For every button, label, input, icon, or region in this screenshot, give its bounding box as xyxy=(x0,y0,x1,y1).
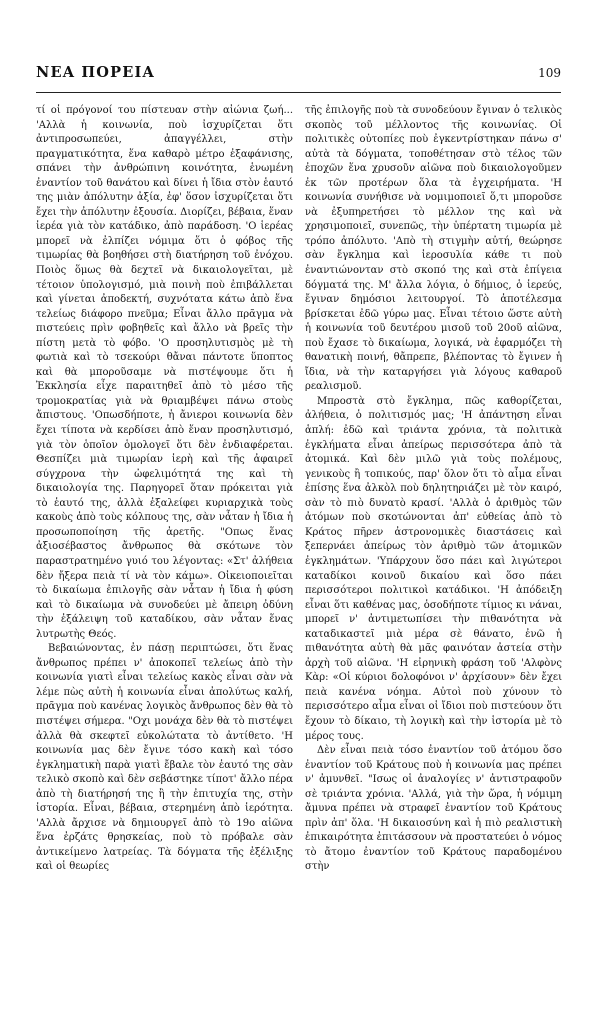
page-number: 109 xyxy=(538,66,561,80)
left-column xyxy=(36,104,293,1004)
right-paragraph-2: Μπροστὰ στὸ ἔγκλημα, πῶς καθορίζεται, ἀλήθεια, ὁ πολιτισμός μας; 'Η ἀπάντηση εἶναι ἁπλή: ἐδῶ καὶ τριάντα χρόνια, τὰ πολιτικὰ ἐγκλήματα εἶναι ἀπείρως περισσότερα ἀπὸ τὰ ἀτομικά. Καὶ δὲν μιλῶ γιὰ τοὺς πολέμους, γενικοὺς ἢ τοπικούς, παρ' ὅλον ὅτι τὸ αἷμα εἶναι ἐπίσης ἕνα ἀλκὸλ ποὺ δηλητηριάζει μὲ τὸν καιρό, σὰν τὸ πιὸ δυνατὸ κρασί. 'Αλλὰ ὁ ἀριθμὸς τῶν ἀτόμων ποὺ σκοτώνονται ἀπ' εὐθείας ἀπὸ τὸ Κράτος πῆρεν ἀστρονομικὲς διαστάσεις καὶ ξεπερνάει ἀπείρως τὸν ἀριθμὸ τῶν ἀτομικῶν ἐγκλημάτων. 'Υπάρχουν ὅσο πάει καὶ λιγώτεροι καταδίκοι κοινοῦ δικαίου καὶ ὅσο πάει περισσότεροι πολιτικοὶ κατάδικοι. 'Η ἀπόδειξη εἶναι ὅτι καθένας μας, ὁσοδήποτε τίμιος κι νάναι, μπορεῖ ν' ἀντιμετωπίσει τὴν πιθανότητα νὰ καταδικαστεῖ μιὰ μέρα σὲ θάνατο, ἐνῶ ἡ πιθανότητα αὐτὴ θὰ μᾶς φαινόταν ἀστεία στὴν ἀρχὴ τοῦ αἰῶνα. 'Η εἰρηνικὴ φράση τοῦ 'Αλφὸνς Κὰρ: «Οἱ κύριοι δολοφόνοι ν' ἀρχίσουν» δὲν ἔχει πειὰ κανένα νόημα. Αὐτοὶ ποὺ χύνουν τὸ περισσότερο αἷμα εἶναι οἱ ἴδιοι ποὺ πιστεύουν ὅτι ἔχουν τὸ δίκαιο, τὴ λογικὴ καὶ τὴν ἱστορία μὲ τὸ μέρος τους. xyxy=(305,395,562,742)
right-paragraph-1: τῆς ἐπιλογῆς ποὺ τὰ συνοδεύουν ἔγιναν ὁ τελικὸς σκοπὸς τοῦ μέλλοντος τῆς κοινωνίας. Οἱ πολιτικὲς οὐτοπίες ποὺ ἐγκεντρίστηκαν πάνω σ' αὐτὰ τὰ δόγματα, τοποθέτησαν στὸ τέλος τῶν ἐποχῶν ἕνα χρυσοῦν αἰῶνα ποὺ δικαιολογοῦμεν ἐκ τῶν προτέρων ὅλα τὰ ἐγχειρήματα. 'Η κοινωνία συνήθισε νὰ νομιμοποιεῖ ὅ,τι μποροῦσε νὰ ἐξυπηρετήσει τὸ μέλλον της καὶ νὰ χρησιμοποιεῖ, συνεπῶς, τὴν ὑπέρτατη τιμωρία μὲ τρόπο ἀπόλυτο. 'Απὸ τὴ στιγμὴν αὐτή, θεώρησε σὰν ἔγκλημα καὶ ἱεροσυλία κάθε τι ποὺ ἐναντιώνονταν στὸ σκοπό της καὶ στὰ ἐπίγεια δόγματά της. Μ' ἄλλα λόγια, ὁ δήμιος, ὁ ἱερεύς, ἔγιναν δημόσιοι λειτουργοί. Τὸ ἀποτέλεσμα βρίσκεται ἐδῶ γύρω μας. Εἶναι τέτοιο ὥστε αὐτὴ ἡ κοινωνία τοῦ δευτέρου μισοῦ τοῦ 20οῦ αἰῶνα, ποὺ ἔχασε τὸ δικαίωμα, λογικά, νὰ ἐφαρμόζει τὴ θανατικὴ ποινή, θἄπρεπε, βλέποντας τὸ ἔγινεν ἡ ἴδια, νὰ τὴν καταργήσει γιὰ λόγους καθαροῦ ρεαλισμοῦ. xyxy=(305,105,562,393)
right-paragraph-3: Δὲν εἶναι πειὰ τόσο ἐναντίον τοῦ ἀτόμου ὅσο ἐναντίον τοῦ Κράτους ποὺ ἡ κοινωνία μας πρέπει ν' ἀμυνθεῖ. "Ισως οἱ ἀναλογίες ν' ἀντιστραφοῦν σὲ τριάντα χρόνια. 'Αλλά, γιὰ τὴν ὥρα, ἡ νόμιμη ἄμυνα πρέπει νὰ στραφεῖ ἐναντίον τοῦ Κράτους πρὶν ἀπ' ὅλα. 'Η δικαιοσύνη καὶ ἡ πιὸ ρεαλιστικὴ ἐπικαιρότητα ἐπιτάσσουν νὰ προστατεύει ὁ νόμος τὸ ἄτομο ἐναντίον τοῦ Κράτους παραδομένου στὴν xyxy=(305,745,562,873)
journal-title: ΝΕΑ ΠΟΡΕΙΑ xyxy=(36,64,155,81)
page-header xyxy=(36,60,561,86)
right-column xyxy=(305,104,562,1004)
header-rule xyxy=(36,92,561,93)
left-paragraph-1: τί οἱ πρόγονοί του πίστευαν στὴν αἰώνια ζωή... 'Αλλὰ ἡ κοινωνία, ποὺ ἰσχυρίζεται ὅτι ἀντιπροσωπεύει, ἀπαγγέλλει, στὴν πραγματικότητα, ἕνα καθαρὸ μέτρο ἐξαφάνισης, σπάνει τὴν ἀνθρώπινη κοινότητα, ἑνωμένη ἐναντίον τοῦ θανάτου καὶ δίνει ἡ ἴδια στὸν ἑαυτό της μιὰν ἀπόλυτην ἀξία, ἐφ' ὅσον ἰσχυρίζεται ὅτι ἔχει τὴν ἀπόλυτην ἐξουσία. Διορίζει, βέβαια, ἕναν ἱερέα γιὰ τὸν κατάδικο, ἀπὸ παράδοση. 'Ο ἱερέας μπορεῖ νὰ ἐλπίζει νόμιμα ὅτι ὁ φόβος τῆς τιμωρίας θὰ βοηθήσει στὴ διατήρηση τοῦ ἐνόχου. Ποιὸς ὅμως θὰ δεχτεῖ νὰ δικαιολογεῖται, μὲ τέτοιον ὑπολογισμό, μιὰ ποινὴ ποὺ ἐπιβάλλεται καὶ γίνεται ἀποδεκτή, συχνότατα κάτω ἀπὸ ἕνα τελείως διάφορο πνεῦμα; Εἶναι ἄλλο πρᾶγμα νὰ πιστεύεις πρὶν φοβηθεῖς καὶ ἄλλο νὰ βρεῖς τὴν πίστη μετὰ τὸ φόβο. 'Ο προσηλυτισμὸς μὲ τὴ φωτιὰ καὶ τὸ τσεκούρι θἄναι πάντοτε ὕποπτος καὶ θὰ μποροῦσαμε νὰ πιστέψουμε ὅτι ἡ Ἐκκλησία εἶχε παραιτηθεῖ ἀπὸ τὸ μέσο τῆς τρομοκρατίας γιὰ νὰ θριαμβέψει πάνω στοὺς ἄπιστους. 'Οπωσδήποτε, ἡ ἄνιεροι κοινωνία δὲν ἔχει τίποτα νὰ κερδίσει ἀπὸ ἕναν προσηλυτισμό, γιὰ τὸν ὁποῖον ὁμολογεῖ ὅτι δὲν ἐνδιαφέρεται. Θεσπίζει μιὰ τιμωρίαν ἱερὴ καὶ τῆς ἀφαιρεῖ σύγχρονα τὴν ὠφελιμότητά της καὶ τὴ δικαιολογία της. Παρηγορεῖ ὅταν πρόκειται γιὰ τὸ ἑαυτό της, ἀλλὰ ἐξαλείφει κυριαρχικὰ τοὺς κακοὺς ἀπὸ τοὺς κόλπους της, σὰν νἆταν ἡ ἴδια ἡ προσωποποίηση τῆς ἀρετῆς. "Οπως ἕνας ἀξιοσέβαστος ἄνθρωπος θὰ σκότωνε τὸν παραστρατημένο γυιό του λέγοντας: «Στ' ἀλήθεια δὲν ἤξερα πειὰ τί νὰ τὸν κάμω». Οἰκειοποιεῖται τὸ δικαίωμα ἐπιλογῆς σὰν νἆταν ἡ ἴδια ἡ φύση καὶ τὸ δικαίωμα νὰ συνοδεύει μὲ ἄπειρη ὀδύνη τὴν ἐξάλειψη τοῦ καταδίκου, σὰν νἆταν ἕνας λυτρωτὴς Θεός. xyxy=(36,105,293,640)
left-paragraph-2: Βεβαιώνοντας, ἐν πάσῃ περιπτώσει, ὅτι ἕνας ἄνθρωπος πρέπει ν' ἀποκοπεῖ τελείως ἀπὸ τὴν κοινωνία γιατὶ εἶναι τελείως κακὸς εἶναι σὰν νὰ λέμε πὼς αὐτὴ ἡ κοινωνία εἶναι ἀπολύτως καλή, πρᾶγμα ποὺ κανένας λογικὸς ἄνθρωπος δὲν θὰ τὸ πιστέψει σήμερα. "Οχι μονάχα δὲν θὰ τὸ πιστέψει ἀλλὰ θὰ σκεφτεῖ εὐκολώτατα τὸ ἀντίθετο. 'Η κοινωνία μας δὲν ἔγινε τόσο κακὴ καὶ τόσο ἐγκληματικὴ παρὰ γιατὶ ἔβαλε τὸν ἑαυτό της σὰν τελικὸ σκοπὸ καὶ δὲν σεβάστηκε τίποτ' ἄλλο πέρα ἀπὸ τὴ διατήρησή της ἢ τὴν ἐπιτυχία της, στὴν ἱστορία. Εἶναι, βέβαια, στερημένη ἀπὸ ἱερότητα. 'Αλλὰ ἄρχισε νὰ δημιουργεῖ ἀπὸ τὸ 19ο αἰῶνα ἕνα ἐρζάτς θρησκείας, ποὺ τὸ πρόβαλε σὰν ἀντικείμενο λατρείας. Τὰ δόγματα τῆς ἐξέλιξης καὶ οἱ θεωρίες xyxy=(36,643,293,873)
